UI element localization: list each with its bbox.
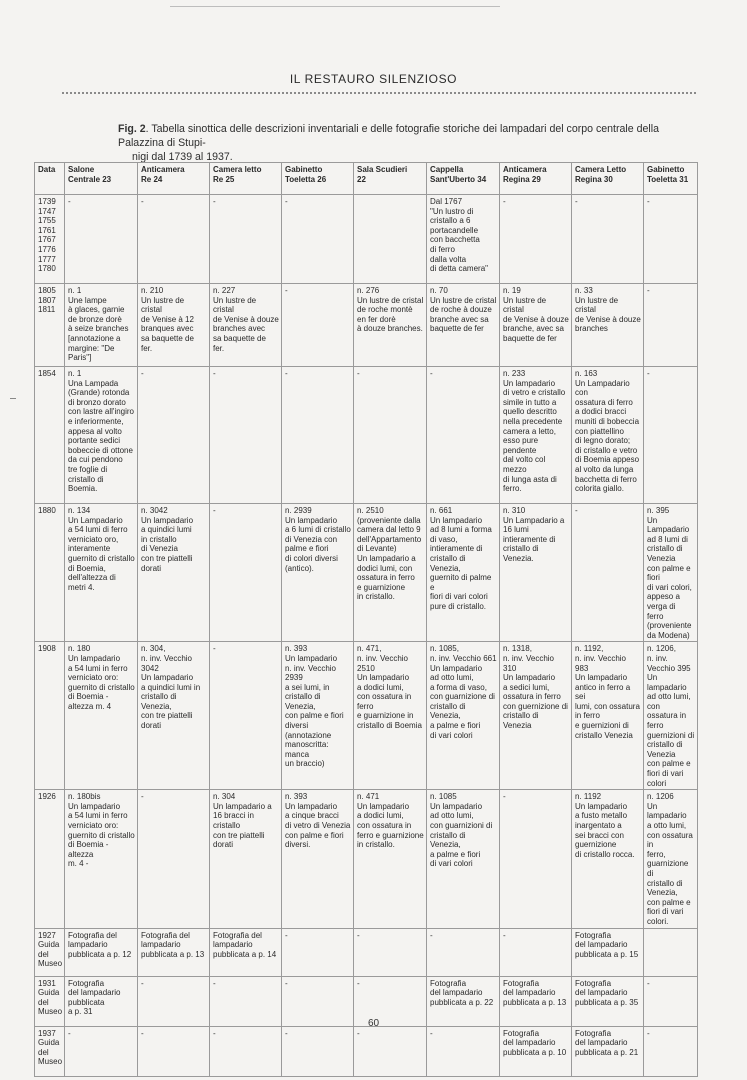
table-cell: - [644,1026,698,1076]
table-cell: n. 70 Un lustre de cristal de roche à douze branche avec sa baquette de fer [427,284,500,367]
table-row [35,642,698,790]
table-row [35,504,698,642]
table-cell: - [427,928,500,976]
table-cell: Fotografia del lampadario pubblicata a p. 10 [500,1026,572,1076]
table-cell: - [210,367,282,504]
cell-date: 1908 [35,642,65,790]
cell-date: 1937 Guida del Museo [35,1026,65,1076]
table-cell: n. 395 Un Lampadario ad 8 lumi di cristallo di Venezia con palme e fiori di vari colori, appeso a verga di ferro (proveniente da Modena) [644,504,698,642]
table-cell: - [500,195,572,284]
table-cell: - [210,195,282,284]
table-cell: - [354,367,427,504]
table-cell: n. 1 Une lampe à glaces, garnie de bronze dorè à seize branches [annotazione a margine: "De Paris"] [65,284,138,367]
table-cell: - [282,284,354,367]
table-cell: - [138,195,210,284]
table-cell: Fotografia del lampadario pubblicata a p. 21 [572,1026,644,1076]
table-cell: - [138,1026,210,1076]
table-cell: - [572,195,644,284]
table-cell: n. 233 Un lampadario di vetro e cristallo simile in tutto a quello descritto nella precedente camera a letto, esso pure pendente dal volto col mezzo di lunga asta di ferro. [500,367,572,504]
table-cell: - [282,1026,354,1076]
table-row [35,284,698,367]
figure-label: Fig. 2 [118,123,146,135]
table-cell: Fotografia del lampadario pubblicata a p. 15 [572,928,644,976]
table-cell: n. 1318, n. inv. Vecchio 310 Un lampadario a sedici lumi, ossatura in ferro con guernizione di cristallo di Venezia [500,642,572,790]
table-cell: n. 393 Un lampadario a cinque bracci di vetro di Venezia con palme e fiori diversi. [282,790,354,928]
table-cell: n. 227 Un lustre de cristal de Venise à douze branches avec sa baquette de fer. [210,284,282,367]
header-salone-centrale: Salone Centrale 23 [65,163,138,195]
table-cell: - [644,976,698,1026]
table-cell: n. 210 Un lustre de cristal de Venise à 12 branques avec sa baquette de fer. [138,284,210,367]
header-data: Data [35,163,65,195]
table-cell: n. 163 Un Lampadario con ossatura di ferro a dodici bracci muniti di bobeccia con piattellino di legno dorato; di cristallo e vetro di Boemia appeso al volto da lunga bacchetta di ferro colorita giallo. [572,367,644,504]
table-row [35,928,698,976]
table-row [35,367,698,504]
table-cell: Fotografia del lampadario pubblicata a p. 35 [572,976,644,1026]
table-cell: - [500,928,572,976]
header-gabinetto-toeletta-31: Gabinetto Toeletta 31 [644,163,698,195]
table-cell: - [138,367,210,504]
table-cell: - [138,976,210,1026]
table-cell: n. 661 Un lampadario ad 8 lumi a forma di vaso, intieramente di cristallo di Venezia, guernito di palme e fiori di vari colori pure di cristallo. [427,504,500,642]
table-cell: n. 33 Un lustre de cristal de Venise à douze branches [572,284,644,367]
table-cell: n. 304, n. inv. Vecchio 3042 Un lampadario a quindici lumi in cristallo di Venezia, con tre piattelli dorati [138,642,210,790]
cell-date: 1927 Guida del Museo [35,928,65,976]
header-gabinetto-toeletta-26: Gabinetto Toeletta 26 [282,163,354,195]
table-cell: Fotografia del lampadario pubblicata a p. 13 [138,928,210,976]
table-cell: n. 393 Un lampadario n. inv. Vecchio 2939 a sei lumi, in cristallo di Venezia, con palme e fiori diversi (annotazione manoscritta: manca un braccio) [282,642,354,790]
table-cell: n. 471 Un lampadario a dodici lumi, con ossatura in ferro e guarnizione in cristallo. [354,790,427,928]
table-cell [644,928,698,976]
table-cell: n. 1085 Un lampadario ad otto lumi, con guarnizioni di cristallo di Venezia, a palme e fiori di vari colori [427,790,500,928]
table-cell: n. 1085, n. inv. Vecchio 661 Un lampadario ad otto lumi, a forma di vaso, con guarnizione di cristallo di Venezia, a palme e fiori di vari colori [427,642,500,790]
table-cell: Fotografia del lampadario pubblicata a p. 22 [427,976,500,1026]
table-cell: n. 19 Un lustre de cristal de Venise à douze branche, avec sa baquette de fer [500,284,572,367]
table-cell: - [644,367,698,504]
figure-caption [118,122,703,164]
table-cell: n. 1206 Un lampadario a otto lumi, con ossatura in ferro, guarnizione di cristallo di Venezia, con palme e fiori di vari colori. [644,790,698,928]
cell-date: 1854 [35,367,65,504]
table-cell: - [282,367,354,504]
table-cell: n. 310 Un Lampadario a 16 lumi intieramente di cristallo di Venezia. [500,504,572,642]
table-cell: - [65,195,138,284]
table-cell: - [282,928,354,976]
table-cell: - [210,642,282,790]
cell-date: 1931 Guida del Museo [35,976,65,1026]
table-cell: n. 304 Un lampadario a 16 bracci in cristallo con tre piattelli dorati [210,790,282,928]
table-cell: n. 2510 (proveniente dalla camera dal letto 9 dell'Appartamento di Levante) Un lampadario a dodici lumi, con ossatura in ferro e guarnizione in cristallo. [354,504,427,642]
cell-date: 1805 1807 1811 [35,284,65,367]
caption-text-line1: . Tabella sinottica delle descrizioni inventariali e delle fotografie storiche dei lampadari del corpo centrale della Palazzina di Stupi- [118,123,659,149]
table-cell: n. 1192, n. inv. Vecchio 983 Un lampadario antico in ferro a sei lumi, con ossatura in ferro e guernizioni di cristallo Venezia [572,642,644,790]
table-cell: Fotografia del lampadario pubblicata a p. 14 [210,928,282,976]
table-cell [354,195,427,284]
table-cell: - [500,790,572,928]
table-cell: - [572,504,644,642]
cell-date: 1739 1747 1755 1761 1767 1776 1777 1780 [35,195,65,284]
cell-date: 1880 [35,504,65,642]
table-cell: - [65,1026,138,1076]
table-header-row [35,163,698,195]
table-cell: - [427,367,500,504]
table-cell: - [354,1026,427,1076]
table-cell: Fotografia del lampadario pubblicata a p. 13 [500,976,572,1026]
table-cell: - [210,1026,282,1076]
dotted-rule [62,92,696,94]
table-cell: - [354,976,427,1026]
table-cell: - [138,790,210,928]
table-cell: n. 3042 Un lampadario a quindici lumi in cristallo di Venezia con tre piattelli dorati [138,504,210,642]
table-cell: - [282,195,354,284]
table-row [35,790,698,928]
table-cell: - [354,928,427,976]
margin-mark [10,398,16,399]
synoptic-table [34,162,698,1077]
table-cell: - [210,976,282,1026]
table-cell: n. 1 Una Lampada (Grande) rotonda di bronzo dorato con lastre all'ingiro e inferiormente, appesa al volto portante sedici bobeccie di ottone da cui pendono tre foglie di cristallo di Boemia. [65,367,138,504]
top-rule [170,6,500,7]
cell-date: 1926 [35,790,65,928]
table-cell: n. 276 Un lustre de cristal de roche montè en fer dorè à douze branches. [354,284,427,367]
header-camera-letto-regina: Camera Letto Regina 30 [572,163,644,195]
table-cell: n. 134 Un Lampadario a 54 lumi di ferro verniciato oro, interamente guernito di cristallo di Boemia, dell'altezza di metri 4. [65,504,138,642]
table-cell: - [282,976,354,1026]
table-cell: Fotografia del lampadario pubblicata a p. 12 [65,928,138,976]
header-camera-letto-re: Camera letto Re 25 [210,163,282,195]
header-anticamera-regina: Anticamera Regina 29 [500,163,572,195]
table-cell: Dal 1767 "Un lustro di cristallo a 6 portacandelle con bacchetta di ferro dalla volta di detta camera" [427,195,500,284]
table-cell: n. 2939 Un lampadario a 6 lumi di cristallo di Venezia con palme e fiori di colori diversi (antico). [282,504,354,642]
table-cell: - [644,284,698,367]
table-cell: n. 1206, n. inv. Vecchio 395 Un lampadario ad otto lumi, con ossatura in ferro guernizioni di cristallo di Venezia con palme e fiori di vari colori [644,642,698,790]
table-cell: n. 180bis Un lampadario a 54 lumi in ferro verniciato oro: guernito di cristallo di Boemia - altezza m. 4 - [65,790,138,928]
caption-text-line2: nigi dal 1739 al 1937. [132,151,233,163]
table-row [35,195,698,284]
table-cell: n. 471, n. inv. Vecchio 2510 Un lampadario a dodici lumi, con ossatura in ferro e guarnizione in cristallo di Boemia [354,642,427,790]
table-cell: - [210,504,282,642]
table-cell: - [427,1026,500,1076]
table-cell: n. 180 Un lampadario a 54 lumi in ferro verniciato oro: guernito di cristallo di Boemia - altezza m. 4 [65,642,138,790]
table-cell: n. 1192 Un lampadario a fusto metallo inargentato a sei bracci con guernizione di cristallo rocca. [572,790,644,928]
table-cell: Fotografia del lampadario pubblicata a p. 31 [65,976,138,1026]
header-cappella: Cappella Sant'Uberto 34 [427,163,500,195]
table-row [35,1026,698,1076]
running-head: IL RESTAURO SILENZIOSO [289,72,458,86]
page-number: 60 [367,1018,380,1029]
header-sala-scudieri: Sala Scudieri 22 [354,163,427,195]
header-anticamera-re: Anticamera Re 24 [138,163,210,195]
table-cell: - [644,195,698,284]
